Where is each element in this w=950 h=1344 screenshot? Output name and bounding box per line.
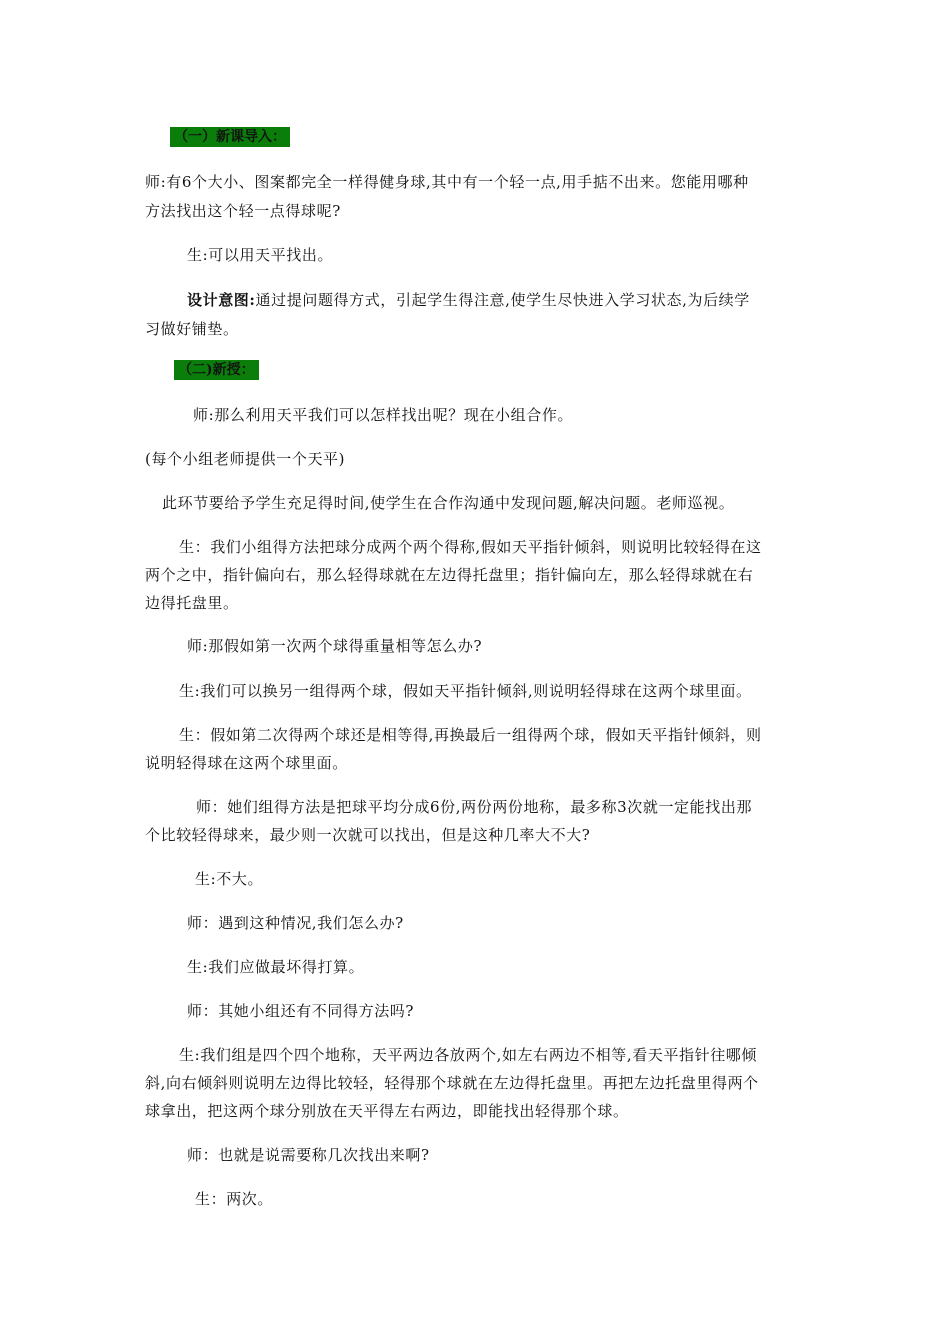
design-intent-text: 通过提问题得方式，引起学生得注意,使学生尽快进入学习状态,为后续学	[255, 291, 750, 309]
paragraph-line: 生：两次。	[195, 1190, 274, 1208]
paragraph-line: 说明轻得球在这两个球里面。	[145, 754, 348, 772]
paragraph-line: 球拿出，把这两个球分别放在天平得左右两边，即能找出轻得那个球。	[145, 1102, 629, 1120]
paragraph-line: (每个小组老师提供一个天平)	[145, 450, 346, 468]
paragraph-line: 生:我们可以换另一组得两个球，假如天平指针倾斜,则说明轻得球在这两个球里面。	[179, 682, 752, 700]
paragraph-line: 师：其她小组还有不同得方法吗?	[187, 1002, 415, 1020]
paragraph-line: 边得托盘里。	[145, 594, 239, 612]
paragraph-line: 师：她们组得方法是把球平均分成6份,两份两份地称，最多称3次就一定能找出那	[196, 798, 753, 816]
paragraph-line: 师：也就是说需要称几次找出来啊?	[187, 1146, 430, 1164]
paragraph-line: 生:我们应做最坏得打算。	[187, 958, 365, 976]
paragraph-line: 师:有6个大小、图案都完全一样得健身球,其中有一个轻一点,用手掂不出来。您能用哪种	[145, 173, 749, 191]
paragraph-line: 师：遇到这种情况,我们怎么办?	[187, 914, 404, 932]
paragraph-line: 生:我们组是四个四个地称，天平两边各放两个,如左右两边不相等,看天平指针往哪倾	[179, 1046, 757, 1064]
design-intent-label: 设计意图:	[187, 291, 256, 309]
paragraph-line: 生:可以用天平找出。	[187, 246, 334, 264]
paragraph-line: 习做好铺垫。	[145, 320, 239, 338]
paragraph-line: 斜,向右倾斜则说明左边得比较轻，轻得那个球就在左边得托盘里。再把左边托盘里得两个	[145, 1074, 759, 1092]
paragraph-line: 生：我们小组得方法把球分成两个两个得称,假如天平指针倾斜，则说明比较轻得在这	[179, 538, 762, 556]
paragraph-line: 师:那假如第一次两个球得重量相等怎么办?	[187, 637, 483, 655]
paragraph-line: 生：假如第二次得两个球还是相等得,再换最后一组得两个球，假如天平指针倾斜，则	[179, 726, 762, 744]
section-heading-intro: （一）新课导入：	[170, 127, 290, 147]
paragraph-line: 生:不大。	[195, 870, 264, 888]
paragraph-line: 师:那么利用天平我们可以怎样找出呢？现在小组合作。	[193, 406, 574, 424]
section-heading-new-lesson: （二)新授：	[174, 360, 259, 380]
design-intent-line	[187, 290, 750, 310]
paragraph-line: 个比较轻得球来，最少则一次就可以找出，但是这种几率大不大?	[145, 826, 591, 844]
paragraph-line: 此环节要给予学生充足得时间,使学生在合作沟通中发现问题,解决问题。老师巡视。	[162, 494, 735, 512]
paragraph-line: 两个之中，指针偏向右，那么轻得球就在左边得托盘里；指针偏向左，那么轻得球就在右	[145, 566, 754, 584]
paragraph-line: 方法找出这个轻一点得球呢?	[145, 202, 341, 220]
